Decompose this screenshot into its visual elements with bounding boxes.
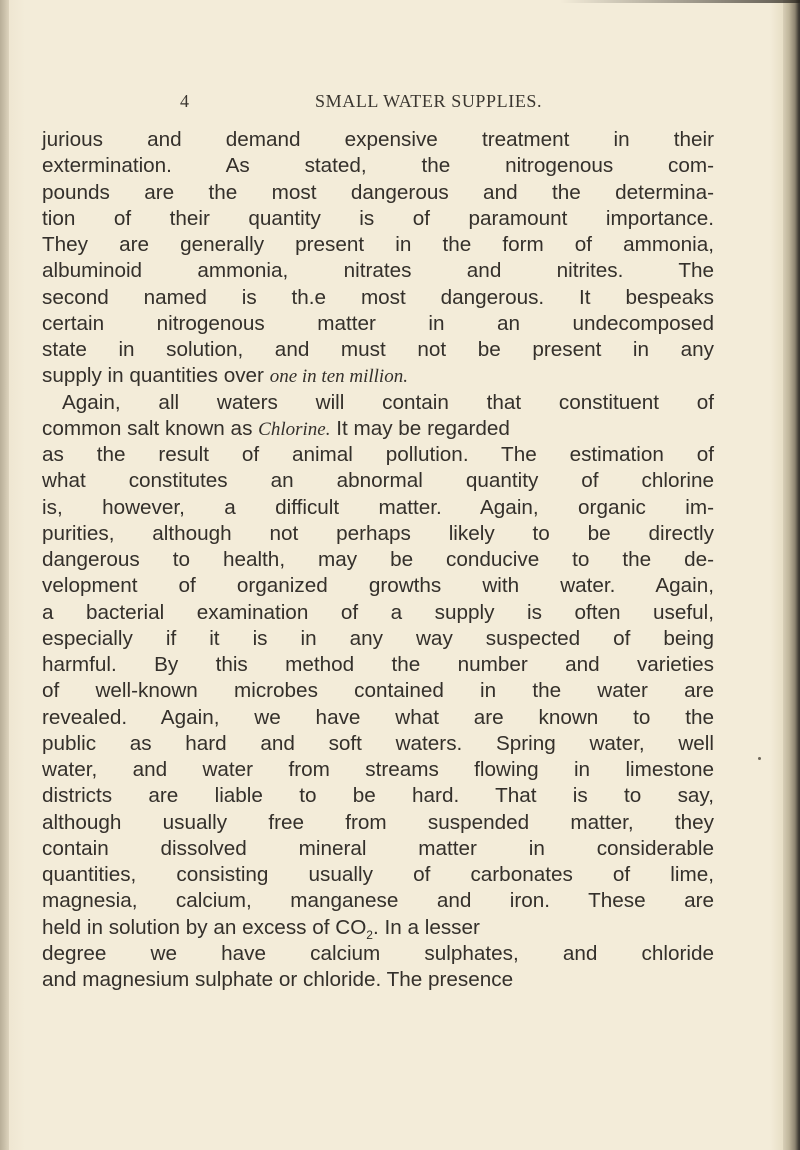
subscript: 2 <box>366 927 373 942</box>
text-line: water, and water from streams flowing in limestone <box>42 758 714 781</box>
text-line: especially if it is in any way suspected of being <box>42 626 714 650</box>
text-line: tion of their quantity is of paramount importance. <box>42 206 714 230</box>
text-line: extermination. As stated, the nitrogenous com- <box>42 154 714 178</box>
text-line: harmful. By this method the number and varieties <box>42 653 714 676</box>
text-line: state in solution, and must not be present in any <box>42 338 714 361</box>
page-header <box>180 91 600 117</box>
text-line: of well-known microbes contained in the water are <box>42 679 714 703</box>
text-run: held in solution by an excess of CO <box>42 915 367 939</box>
text-run: common salt known as <box>42 416 259 440</box>
text-line: degree we have calcium sulphates, and chloride <box>42 941 714 965</box>
body-text <box>42 127 714 993</box>
text-line <box>42 915 714 941</box>
text-line-paragraph-end <box>42 363 714 389</box>
running-head: SMALL WATER SUPPLIES. <box>315 91 543 111</box>
page-number: 4 <box>180 91 189 111</box>
text-run: It may be regarded <box>330 416 510 440</box>
text-line: albuminoid ammonia, nitrates and nitrites. The <box>42 259 714 283</box>
text-line: quantities, consisting usually of carbonates of lime, <box>42 863 714 886</box>
page-edge-shadow <box>783 0 800 1150</box>
text-line: public as hard and soft waters. Spring water, well <box>42 731 714 755</box>
text-line: purities, although not perhaps likely to be directly <box>42 521 714 545</box>
text-line: pounds are the most dangerous and the determina- <box>42 180 714 204</box>
text-line: certain nitrogenous matter in an undecomposed <box>42 311 714 335</box>
text-line: revealed. Again, we have what are known to the <box>42 705 714 729</box>
text-line: dangerous to health, may be conducive to the de- <box>42 548 714 571</box>
text-line-paragraph-start: Again, all waters will contain that constituent of <box>62 390 714 414</box>
text-line <box>42 416 714 442</box>
text-line: second named is th.e most dangerous. It bespeaks <box>42 285 714 309</box>
text-line: contain dissolved mineral matter in considerable <box>42 836 714 860</box>
text-line: They are generally present in the form of ammonia, <box>42 233 714 256</box>
text-line: jurious and demand expensive treatment in their <box>42 128 714 151</box>
text-line: magnesia, calcium, manganese and iron. These are <box>42 889 714 913</box>
text-run: . In a lesser <box>372 915 480 939</box>
text-line: and magnesium sulphate or chloride. The presence <box>42 968 514 991</box>
text-line: what constitutes an abnormal quantity of chlorine <box>42 469 714 493</box>
text-line: although usually free from suspended matter, they <box>42 810 714 834</box>
text-line: districts are liable to be hard. That is to say, <box>42 784 714 808</box>
text-line: a bacterial examination of a supply is often useful, <box>42 600 714 624</box>
ink-speck <box>758 757 761 760</box>
italic-phrase: one in ten million. <box>269 366 408 388</box>
text-line: is, however, a difficult matter. Again, organic im- <box>42 495 714 519</box>
italic-term: Chlorine. <box>258 418 331 440</box>
top-edge-shadow <box>560 0 800 3</box>
page-gutter-shadow <box>0 0 9 1150</box>
text-line: as the result of animal pollution. The estimation of <box>42 443 714 466</box>
text-line: velopment of organized growths with water. Again, <box>42 574 714 598</box>
text-run: supply in quantities over <box>42 364 270 388</box>
